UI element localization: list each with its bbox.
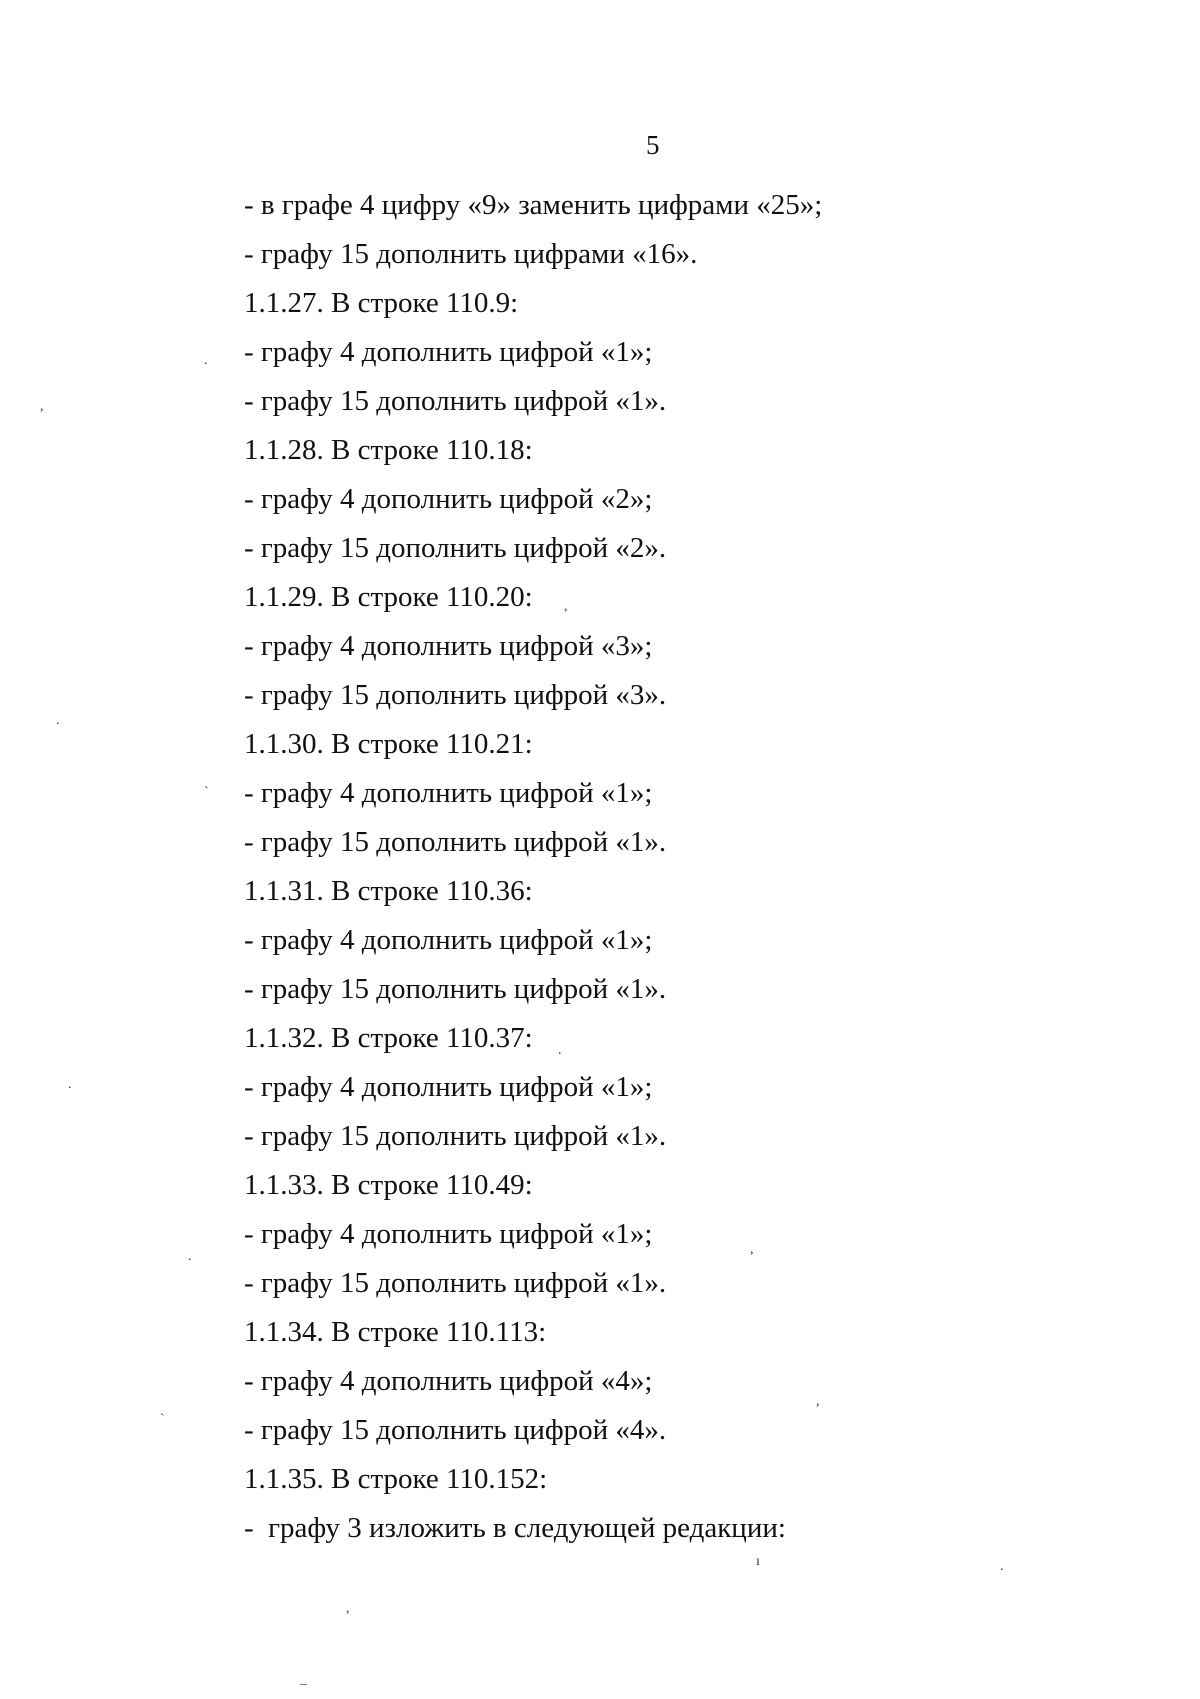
text-line: - графу 4 дополнить цифрой «1»; <box>244 777 653 809</box>
text-line: - графу 15 дополнить цифрой «2». <box>244 532 667 564</box>
text-line: - графу 15 дополнить цифрой «1». <box>244 385 667 417</box>
scan-speck: ı <box>756 1554 760 1569</box>
section-heading: 1.1.33. В строке 110.49: <box>244 1169 533 1201</box>
text-line: - графу 4 дополнить цифрой «4»; <box>244 1365 653 1397</box>
section-heading: 1.1.28. В строке 110.18: <box>244 434 533 466</box>
text-line: - графу 15 дополнить цифрой «1». <box>244 973 667 1005</box>
section-heading: 1.1.29. В строке 110.20: <box>244 581 533 613</box>
text-line: - графу 15 дополнить цифрой «3». <box>244 679 667 711</box>
text-line: - графу 15 дополнить цифрой «1». <box>244 1267 667 1299</box>
scan-speck: . <box>558 1043 562 1058</box>
document-body <box>244 190 1144 1562</box>
text-line: - графу 4 дополнить цифрой «2»; <box>244 483 653 515</box>
scan-speck: ` <box>204 785 209 800</box>
text-line: - графу 15 дополнить цифрой «1». <box>244 1120 667 1152</box>
text-line: - графу 3 изложить в следующей редакции: <box>244 1512 786 1544</box>
text-line: - графу 4 дополнить цифрой «1»; <box>244 924 653 956</box>
section-heading: 1.1.31. В строке 110.36: <box>244 875 533 907</box>
section-heading: 1.1.27. В строке 110.9: <box>244 287 519 319</box>
section-heading: 1.1.32. В строке 110.37: <box>244 1022 533 1054</box>
section-heading: 1.1.30. В строке 110.21: <box>244 728 533 760</box>
text-line: - графу 4 дополнить цифрой «1»; <box>244 1218 653 1250</box>
scan-speck: ` <box>160 1412 165 1427</box>
text-line: - графу 15 дополнить цифрой «4». <box>244 1414 667 1446</box>
scan-speck: . <box>1000 1559 1004 1574</box>
section-heading: 1.1.35. В строке 110.152: <box>244 1463 548 1495</box>
scan-speck: _ <box>300 1672 307 1687</box>
text-line: - графу 4 дополнить цифрой «1»; <box>244 336 653 368</box>
text-line: - графу 15 дополнить цифрами «16». <box>244 238 698 270</box>
scan-speck: , <box>816 1394 820 1409</box>
text-line: - графу 4 дополнить цифрой «3»; <box>244 630 653 662</box>
scan-speck: . <box>204 353 208 368</box>
text-line: - в графе 4 цифру «9» заменить цифрами «25»; <box>244 189 823 221</box>
section-heading: 1.1.34. В строке 110.113: <box>244 1316 547 1348</box>
scan-speck: , <box>40 399 44 414</box>
scan-speck: . <box>56 713 60 728</box>
text-line: - графу 4 дополнить цифрой «1»; <box>244 1071 653 1103</box>
scan-speck: , <box>346 1601 350 1616</box>
page-number: 5 <box>646 130 660 160</box>
scan-speck: . <box>188 1249 192 1264</box>
scan-speck: , <box>750 1242 754 1257</box>
text-line: - графу 15 дополнить цифрой «1». <box>244 826 667 858</box>
scan-speck: . <box>68 1077 72 1092</box>
scan-speck: , <box>564 599 568 614</box>
